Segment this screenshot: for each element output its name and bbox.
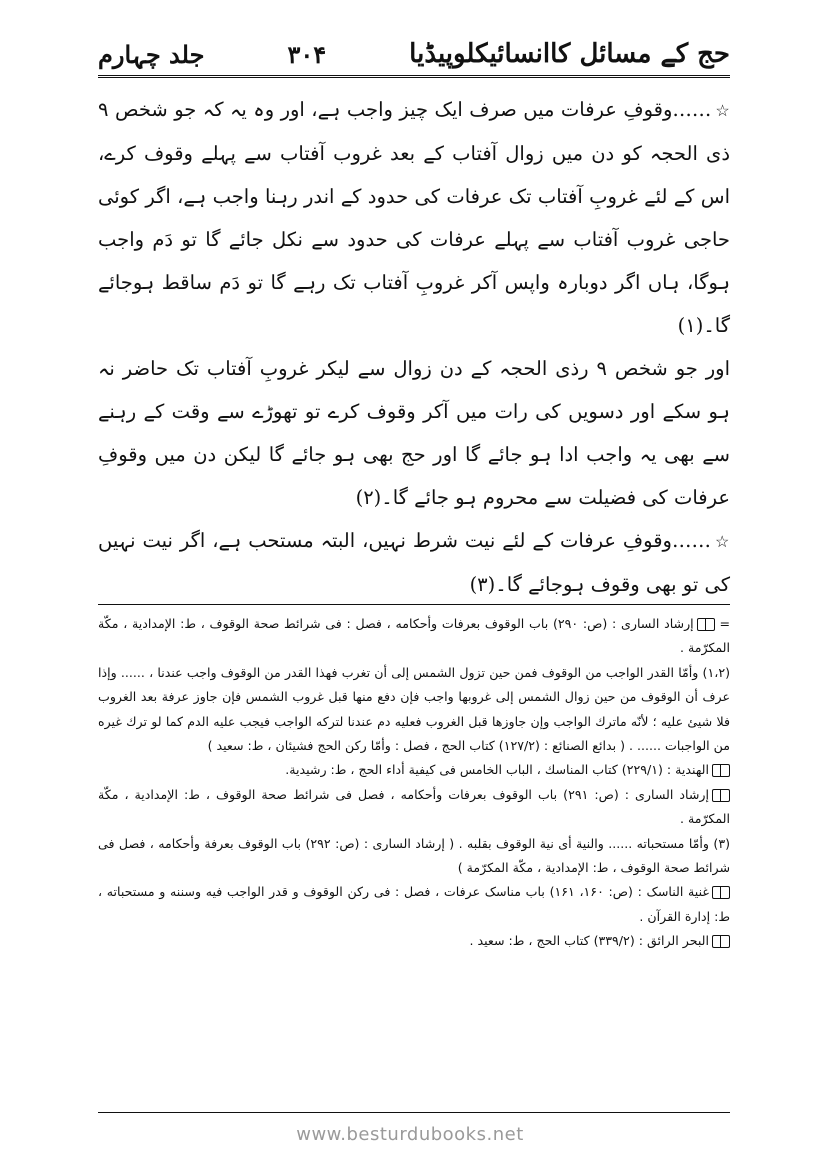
footnote-4-text: (۳) وأمّا مستحباته ...... والنية أی نية الوقوف بقلبه . ( إرشاد الساری : (ص: ۲۹۲) باب الوقوف بعرفة وأحكامه ، فصل فی شرائط صحة الوقوف ، ط: الإمدادية ، مكّة المكرّمة ) xyxy=(98,835,731,876)
book-icon xyxy=(712,789,730,802)
footnote-1-text: (۱،۲) وأمّا القدر الواجب من الوقوف فمن حين تزول الشمس إلى أن تغرب فهذا القدر من الوقوف واجب عندنا ، ...... وإذا عرف أن الوقوف من حين زوال الشمس إلى غروبها واجب فإن دفع منها قبل غروب الشمس فإن جاوز عرفة بعد الغروب فلا شيئ عليه ؛ لأنّه ماترك الواجب وإن جاوزها قبل الغروب فعليه دم عندنا لتركه الواجب فيجب عليه الدم كما لو ترك غيره من الواجبات ...... . ( بدائع الصنائع : (۱۲۷/۲) كتاب الحج ، فصل : وأمّا ركن الحج فشيئان ، ط: سعيد ) xyxy=(98,664,730,754)
page-number: ۳۰۴ xyxy=(287,40,327,69)
star-icon: ☆ xyxy=(714,532,730,551)
footnotes xyxy=(98,612,730,954)
footnote-5 xyxy=(98,880,730,929)
volume-label: جلد چہارم xyxy=(98,40,205,69)
bottom-rule xyxy=(98,1112,730,1113)
watermark-url: www.besturdubooks.net xyxy=(296,1124,524,1145)
footnote-3 xyxy=(98,783,730,832)
book-icon xyxy=(712,935,730,948)
footnote-5-text: غنية الناسک : (ص: ۱۶۰، ۱۶۱) باب مناسک عرفات ، فصل : فی ركن الوقوف و قدر الواجب فيه وسننه و مستحباته ، ط: إدارة القرآن . xyxy=(98,884,730,924)
paragraph-1 xyxy=(98,88,730,347)
paragraph-1-text: وقوفِ عرفات میں صرف ایک چیز واجب ہے، اور وہ یہ کہ جو شخص ۹ ذی الحجہ کو دن میں زوال آفتاب کے بعد غروب آفتاب سے پہلے وقوف کرے، اس کے لئے غروبِ آفتاب تک عرفات کی حدود کے اندر رہنا واجب ہے، اگر کوئی حاجی غروب آفتاب سے پہلے عرفات کی حدود سے نکل جائے گا تو دَم واجب ہوگا، ہاں اگر دوبارہ واپس آکر غروبِ آفتاب تک رہے گا تو دَم ساقط ہوجائے گا۔(۱) xyxy=(98,98,730,337)
dots: …… xyxy=(672,98,712,121)
footnote-3-text: إرشاد الساری : (ص: ۲۹۱) باب الوقوف بعرفات وأحكامه ، فصل فی شرائط صحة الوقوف ، ط: الإمدادية ، مكّة المكرّمة . xyxy=(98,786,730,827)
paragraph-3 xyxy=(98,519,730,606)
footnote-6-text: البحر الرائق : (۳۳۹/۲) كتاب الحج ، ط: سعيد . xyxy=(469,933,709,949)
paragraph-2 xyxy=(98,347,730,519)
footnote-4 xyxy=(98,832,730,881)
footnote-0-text: إرشاد الساری : (ص: ۲۹۰) باب الوقوف بعرفات وأحكامه ، فصل : فی شرائط صحة الوقوف ، ط: الإمدادية ، مكّة المكرّمة . xyxy=(98,616,730,656)
footnote-divider xyxy=(98,604,730,605)
page-header xyxy=(98,30,730,78)
book-title: حج کے مسائل کاانسائیکلوپیڈیا xyxy=(409,39,730,69)
paragraph-3-text: وقوفِ عرفات کے لئے نیت شرط نہیں، البتہ مستحب ہے، اگر نیت نہیں کی تو بھی وقوف ہوجائے گا۔(۳) xyxy=(98,529,730,596)
footnote-0 xyxy=(98,612,730,661)
star-icon: ☆ xyxy=(715,101,730,120)
footnote-1 xyxy=(98,661,730,759)
book-icon xyxy=(712,764,730,777)
continuation-mark: = xyxy=(719,616,730,631)
footnote-6 xyxy=(98,929,730,953)
main-text xyxy=(98,88,730,606)
book-icon xyxy=(712,886,730,899)
footnote-2-text: الهندية : (۲۲۹/۱) كتاب المناسك ، الباب الخامس فی كيفية أداء الحج ، ط: رشيدية. xyxy=(285,762,709,778)
dots: …… xyxy=(671,529,711,552)
paragraph-2-text: اور جو شخص ۹ رذی الحجہ کے دن زوال سے لیکر غروبِ آفتاب تک حاضر نہ ہو سکے اور دسویں کی رات میں آکر وقوف کرے تو تھوڑے سے وقت کے رہنے سے بھی یہ واجب ادا ہو جائے گا اور حج بھی ہو جائے گا لیکن دن میں وقوفِ عرفات کی فضیلت سے محروم ہو جائے گا۔(۲) xyxy=(98,357,731,509)
footnote-2 xyxy=(98,758,730,782)
book-icon xyxy=(697,618,715,631)
